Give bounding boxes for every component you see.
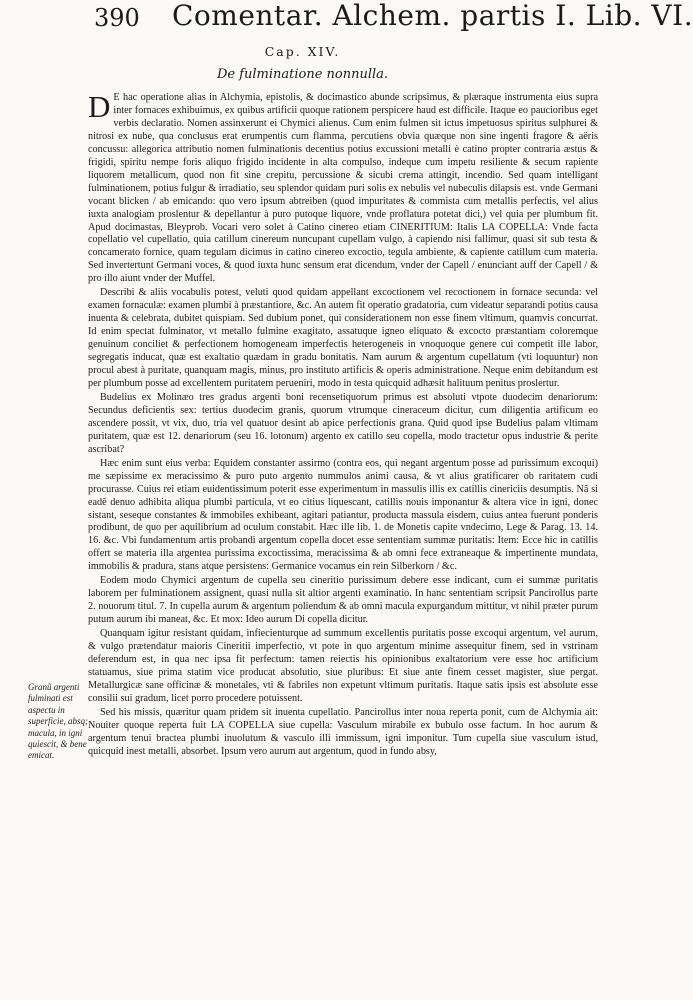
paragraph: Sed his missis, quæritur quam pridem sit inuenta cupellatio. Pancirollus inter noua reperta ponit, cum de Alchymia ait: Nouiter quoque reperta fuit LA COPELLA siue cupella: Vasculum mirabile ex bubulo osse factum. In hoc aurum & argentum tenui bractea plumbi inuolutum & vasculo illi immissum, igni imponitur. Tum cupella siue vasculum istud, quicquid inest metalli, absorbet. Ipsum vero aurum aut argentum, quod in fundo absy, xyxy=(88,706,598,757)
paragraph: Eodem modo Chymici argentum de cupella seu cineritio purissimum debere esse indicant, cum ei summæ puritatis laborem per fulminationem assignent, quasi nulla sit altior argenti examinatio. In hanc sententiam scripsit Pancirollus parte 2. nouorum titul. 7. In cupella aurum & argentum poliendum & ab omni macula expurgandum mittitur, vt nihil præter purum putum aurum ibi maneat, &c. Et mox: Ideo aurum Di copella dicitur. xyxy=(88,575,598,626)
paragraph: Hæc enim sunt eius verba: Equidem constanter assirmo (contra eos, qui negant argentum posse ad purissimum excoqui) me sæpissime ex meracissimo & puro puto argento nummulos animi causa, & vt alius gratificarer ob raritatem cudi procurasse. Cuius rei etiam euidentissimum poterit esse experimentum in massulis illis ex catillis cinericiis desumptis. Nã si eadẽ denuo adhibita aliqua plumbi particula, vt eo citius liquescant, catillis nouis imponantur & altera vice in igni, donec sistant, seseque constantes & immobiles exhibeant, agitari patiantur, producta massula eisdem, cuius antea fuerunt ponderis prodibunt, de quo per aquilibrium ad oculum constabit. Hæc ille lib. 1. de Monetis capite vndecimo, Lege & Parag. 13. 14. 16. &c. Vbi fundamentum artis probandi argentum copella docet esse sententiam summæ puritatis: Item: Ecce hic in catillis offert se materia illa argentea purissima excoctissima, meracissima & ab omni fece extraneaque & impertinente mundata, immobilis & pradura, stans atque persistens: Germanice vocamus ein rein Silberkorn / &c. xyxy=(88,457,598,573)
paragraph: Quanquam igitur resistant quidam, infiecienturque ad summum excellentis puritatis posse excoqui argentum, vel aurum, & vulgo prætendatur maioris Cineritii imperfectio, vt pote in quo argentum minime assequitur finem, sed in vstrinam deferendum est, in qua nec ipsa fit perfectum: tamen reiectis his opinionibus exaltatorium vere esse hoc artificium statuamus, siue prima statim vice producat absolutio, siue pluribus: Et siue ante finem cesset magister, siue pergat. Metallurgicæ sane officinæ & monetales, vti & fabriles non expetunt vltimum puritatis. Itaque satis ipsis est absolute esse consilii sui gradum, licet porro procedere potuissent. xyxy=(88,628,598,704)
paragraph: Describi & aliis vocabulis potest, veluti quod quidam appellant excoctionem vel recoctionem in fornace secunda: vel examen fornaculæ: examen plumbi à præstantiore, &c. An autem fit operatio gradatoria, cum videatur separandi potius causa inuenta & celebrata, dubitet quispiam. Sed dubium ponet, qui considerationem non esse finem vltimum, quamvis concurrat. Id enim spectat fulminator, vt metallo fulmine exagitato, assatuque igneo eliquato & excocto præstantiam coloremque genuinum conciliet & perfectionem homogeneam imperfectis heterogeneis in vnoquoque genere cui competit ille labor, segregatis inducat, quæ est exaltatio quædam in gradu bonitatis. Nam aurum & argentum cupellatum (vti loquuntur) non procul abest à puritate, quanquam magis, minus, pro instituto artificis & operis administratione. Neque enim debitandum est per plumbum posse ad excellentem puritatem perueniri, modo in testa quicquid adhæsit halituum penitus proslertur. xyxy=(88,287,598,389)
chapter-heading: Cap. XIV. xyxy=(264,44,341,59)
margin-note: Granũ argenti fulminati est aspectu in superficie, absq; macula, in igni quiescit, & bene emicat. xyxy=(28,682,88,761)
running-head: Comentar. Alchem. partis I. Lib. VI. xyxy=(172,0,693,32)
section-title: De fulminatione nonnulla. xyxy=(216,67,389,82)
page-number: 390 xyxy=(94,4,140,32)
paragraph: Budelius ex Molinæo tres gradus argenti boni recensetiquorum primus est absoluti vtpote duodecim denariorum: Secundus deficientis sex: tertius duodecim granis, quorum vtrumque cineraceum dicitur, cum diligentia artificum eo ascendere possit, vt vix, duo, tria vel quatuor desint ab apice perfectionis grana. Quid quod ipse Budelius palam vltimam puritatem, quæ est 12. denariorum (seu 16. lotonum) argento ex catillo seu copella, modo tractetur opus industrie & perite ascribat? xyxy=(88,391,598,455)
paragraph: DE hac operatione alias in Alchymia, epistolis, & docimastico abunde scripsimus, & plæraque instrumenta eius supra inter fornaces exhibuimus, ex quibus artificii quoque rationem perspicere haud est difficile. Itaque eo paucioribus eget verbis declaratio. Nomen assinxerunt ei Chymici alienus. Cum enim fulmen sit ictus impetuosus spiritus sulphurei & nitrosi ex nube, qua conclusus erat erumpentis cum flamma, percutiens obvia quæque non sine ingenti fragore & aëris concussu: allegorica attributio nomen fulminationis decentius potius excussioni metalli è catino propter contraria æstus & frigidi, spiritu nempe foris aliquo frigido incidente in alta compulso, indeque cum impetu resiliente & secum rapiente liquorem metallicum, quod non fit sine crepitu, percussione & sicubi crema attingit, incendio. Sed quam intelligant fulminationem, potius fulgur & irradiatio, seu splendor quidam puri solis ex nebulis vel nubeculis dilapsis est. vnde Germani vocant blicken / ab emicando: quo vero ipsum abtreiben (quod impuritates & commista cum metallis perfectis, vel alius iuxta analogiam proslentur & depellantur à puro putoque liquore, vnde proflatura potetat dici,) vel quia per plumbum fit. Apud docimastas, Bleyprob. Vocari vero solet à Catino cinereo etiam CINERITIUM: Italis LA COPELLA: Vnde facta copellatio vel cupellatio, quia catillum cinereum nuncupant cupellam vulgo, à capiendo nisi fallimur, quasi sit sub testa & concamerato fornice, quam tegulam dicimus in catino cinereo excoctio, tegula ambiente, & capiente catillum cum materia. Sed invertertunt Germani voces, & quod iuxta hunc sensum erat dicendum, vnder der Capell / enunciant auff der Capell / & pro illo aiunt vnder der Muffel. xyxy=(88,89,598,285)
body-text xyxy=(88,89,598,760)
